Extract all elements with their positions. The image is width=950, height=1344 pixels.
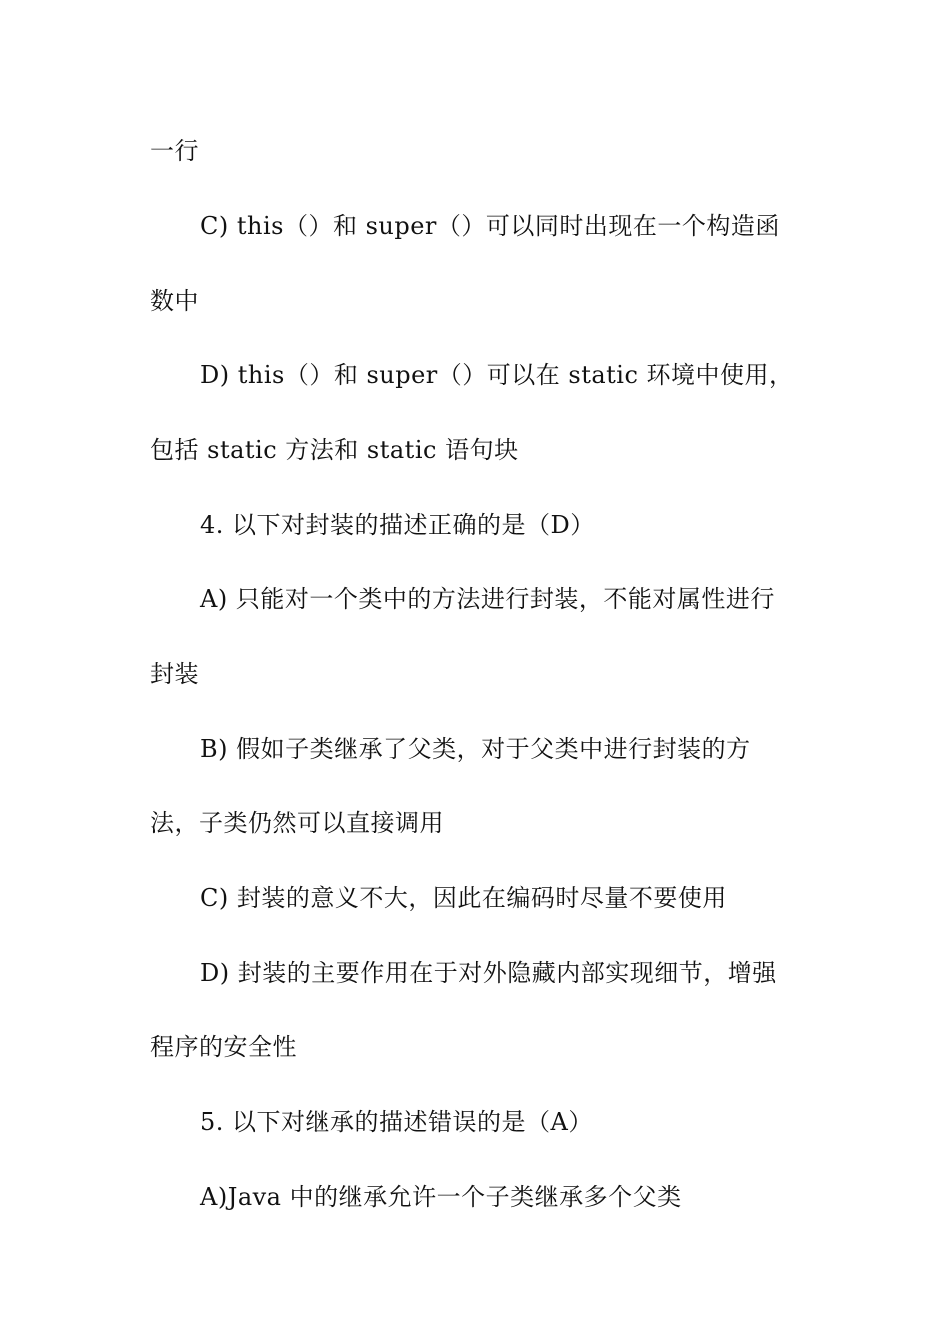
question-5: 5. 以下对继承的描述错误的是（A）: [200, 1108, 593, 1136]
text-line-continuation: 一行: [150, 137, 199, 165]
text-line-continuation: 数中: [150, 287, 199, 315]
option-d-line: D) 封装的主要作用在于对外隐藏内部实现细节，增强: [200, 959, 777, 987]
text-line-continuation: 程序的安全性: [150, 1033, 297, 1061]
text-line-continuation: 包括 static 方法和 static 语句块: [150, 436, 519, 464]
option-c-line: C) this（）和 super（）可以同时出现在一个构造函: [200, 212, 780, 240]
question-4: 4. 以下对封装的描述正确的是（D）: [200, 511, 595, 539]
text-line-continuation: 法，子类仍然可以直接调用: [150, 809, 444, 837]
option-c-line: C) 封装的意义不大，因此在编码时尽量不要使用: [200, 884, 727, 912]
option-a-line: A)Java 中的继承允许一个子类继承多个父类: [200, 1183, 682, 1211]
option-b-line: B) 假如子类继承了父类，对于父类中进行封装的方: [200, 735, 751, 763]
option-a-line: A) 只能对一个类中的方法进行封装，不能对属性进行: [200, 585, 775, 613]
option-d-line: D) this（）和 super（）可以在 static 环境中使用，: [200, 361, 794, 389]
text-line-continuation: 封装: [150, 660, 199, 688]
